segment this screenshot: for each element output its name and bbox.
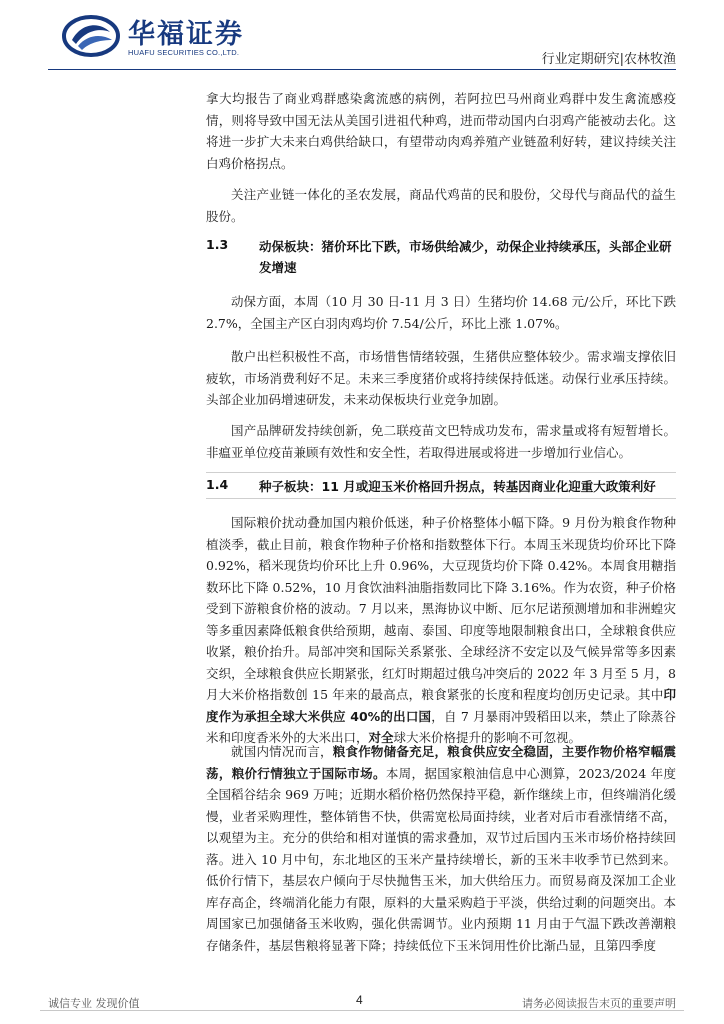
paragraph-text: 国产品牌研发持续创新，免二联疫苗文巴特成功发布，需求量或将有短暂增长。非瘟亚单位疫苗兼顾有效性和安全性，若取得进展或将进一步增加行业信心。 xyxy=(206,423,676,460)
bold-text-domestic-supply: 粮食作物储备充足，粮食供应安全稳固，主要作物价格窄幅震荡，粮价行情独立于国际市场。 xyxy=(206,744,676,781)
paragraph-domestic-grain xyxy=(206,741,676,956)
paragraph-poultry-stocks xyxy=(206,184,676,227)
paragraph-animal-health-prices xyxy=(206,291,676,334)
logo-chinese-name: 华福证券 xyxy=(128,19,244,50)
section-title-seeds: 种子板块：11 月或迎玉米价格回升拐点，转基因商业化迎重大政策利好 xyxy=(259,479,656,494)
footer-disclaimer: 请务必阅读报告末页的重要声明 xyxy=(522,997,676,1010)
paragraph-text xyxy=(206,741,676,956)
page-number: 4 xyxy=(356,993,363,1007)
paragraph-global-grain xyxy=(206,512,676,749)
paragraph-text: 关注产业链一体化的圣农发展，商品代鸡苗的民和股份，父母代与商品代的益生股份。 xyxy=(206,187,676,224)
text-run: 就国内情况而言， xyxy=(231,744,333,759)
section-number-1-4: 1.4 xyxy=(206,477,229,492)
section-number-1-3: 1.3 xyxy=(206,237,229,252)
footer-divider xyxy=(40,1010,684,1011)
bold-text: 对全 xyxy=(368,730,394,745)
text-run: 球大米价格提升的影响不可忽视。 xyxy=(393,730,582,745)
section-divider xyxy=(206,498,676,499)
logo-english-name: HUAFU SECURITIES CO.,LTD. xyxy=(128,48,240,57)
company-logo xyxy=(62,12,252,62)
paragraph-animal-health-outlook xyxy=(206,346,676,411)
text-run: 本周，据国家粮油信息中心测算，2023/2024 年度全国稻谷结余 969 万吨；近期水稻价格仍然保持平稳，新作继续上市，但终端消化缓慢，业者采购理性，整体销售不快，供需宽松局面持续，业者对后市看涨情绪不高，以观望为主。充分的供给和相对谨慎的需求叠加，双节过后国内玉米市场价格持续回落。进入 10 月中旬，东北地区的玉米产量持续增长，新的玉米丰收季节已然到来。低价行情下，基层农户倾向于尽快抛售玉米，加大供给压力。而贸易商及深加工企业库存高企，终端消化能力有限，原料的大量采购趋于平淡，供给过剩的问题突出。本周国家已加强储备玉米收购，强化供需调节。业内预期 11 月由于气温下跌改善潮粮存储条件，基层售粮将显著下降；持续低位下玉米饲用性价比渐凸显，且第四季度 xyxy=(206,765,676,953)
text-run: ，自 7 月暴雨冲毁稻田以来，禁止了除蒸谷米和印度香米外的大米出口， xyxy=(206,708,676,745)
huafu-logo-icon xyxy=(62,14,120,58)
header-divider xyxy=(48,69,676,70)
paragraph-text: 动保方面，本周（10 月 30 日-11 月 3 日）生猪均价 14.68 元/公斤，环比下跌 2.7%，全国主产区白羽肉鸡均价 7.54/公斤，环比上涨 1.07%。 xyxy=(206,294,676,331)
report-type-label: 行业定期研究|农林牧渔 xyxy=(541,52,676,67)
section-divider xyxy=(206,472,676,473)
text-run: 国际粮价扰动叠加国内粮价低迷，种子价格整体小幅下降。9 月份为粮食作物种植淡季，截止目前，粮食作物种子价格和指数整体下行。本周玉米现货均价环比下降 0.92%，稻米现货均价环比上升 0.96%，大豆现货均价下降 0.42%。本周食用糖指数环比下降 0.52%，10 月食饮油料油脂指数同比下降 3.16%。作为农资，种子价格受到下游粮食价格的波动。7 月以来，黑海协议中断、厄尔尼诺预测增加和非洲蝗灾等多重因素降低粮食供给预期，越南、泰国、印度等地限制粮食出口，全球粮食供应收紧，粮价抬升。局部冲突和国际关系紧张、全球经济不安定以及气候异常等多因素交织，全球粮食供应长期紧张，红灯时期超过俄乌冲突后的 2022 年 3 月至 5 月，8 月大米价格指数创 15 年来的最高点，粮食紧张的长度和程度均创历史记录。其中 xyxy=(206,515,676,702)
paragraph-text xyxy=(206,512,676,749)
page-header xyxy=(0,0,724,72)
section-title-animal-health: 动保板块：猪价环比下跌，市场供给减少，动保企业持续承压，头部企业研发增速 xyxy=(259,239,672,275)
bold-text-india-rice: 印度作为承担全球大米供应 40%的出口国 xyxy=(206,687,676,724)
paragraph-vaccine-innovation xyxy=(206,420,676,463)
paragraph-text: 散户出栏积极性不高，市场惜售情绪较强，生猪供应整体较少。需求端支撑依旧疲软，市场消费利好不足。未来三季度猪价或将持续保持低迷。动保行业承压持续。头部企业加码增速研发，未来动保板块行业竞争加剧。 xyxy=(206,349,676,407)
footer-slogan: 诚信专业 发现价值 xyxy=(48,997,140,1010)
paragraph-poultry-risk xyxy=(206,88,676,174)
paragraph-text: 拿大均报告了商业鸡群感染禽流感的病例，若阿拉巴马州商业鸡群中发生禽流感疫情，则将导致中国无法从美国引进祖代种鸡，进而带动国内白羽鸡产能被动去化。这将进一步扩大未来白鸡供给缺口，有望带动肉鸡养殖产业链盈利好转，建议持续关注白鸡价格拐点。 xyxy=(206,91,676,171)
